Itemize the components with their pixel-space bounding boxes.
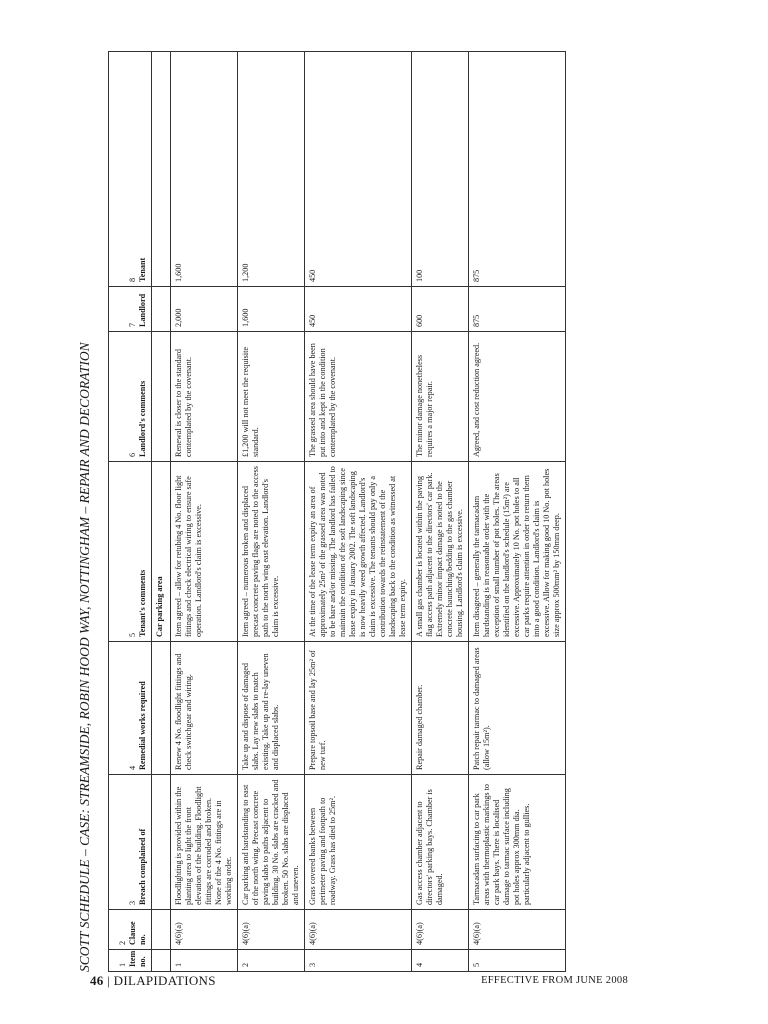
table-header-row [109, 52, 152, 972]
landlord-amount: 2,000 [171, 287, 238, 332]
landlord-comments-text: £1,200 will not meet the requisite standard. [238, 332, 305, 462]
tenant-comments-text: A small gas chamber is located within the paving flag access path adjacent to the directors' car park. Extremely minor impact damage is noted to the concrete haunching/bedding to the gas chamber housing. Landlord's claim is excessive. [412, 462, 469, 642]
breach-text: Car parking and hardstanding to east of the north wing. Precast concrete paving slabs to paths adjacent to building. 30 No. slabs are cracked and broken. 50 No. slabs are displaced and uneven. [238, 775, 305, 910]
tenant-comments-text: Item disagreed – generally the tarmacadam hardstanding is in reasonable order with the exception of small number of pot holes. The areas identified on the landlord's schedule (15m²) are excessive. Approximately 10 No. pot holes to all car parks require attention in order to return them into a good condition. Landlord's claim is excessive. Allow for making good 10 No. pot holes size approx 500mm² by 150mm deep. [469, 462, 566, 642]
table-row [238, 52, 305, 972]
page-number: 46 [90, 973, 104, 988]
column-header-tenant-comments: 5 Tenant's comments [109, 462, 152, 642]
clause-number: 4(6)(a) [469, 910, 566, 950]
landlord-amount: 450 [305, 287, 412, 332]
rotated-schedule-region [70, 52, 630, 972]
remedial-text: Prepare topsoil base and lay 25m² of new turf. [305, 642, 412, 775]
clause-number: 4(6)(a) [238, 910, 305, 950]
tenant-comments-text: At the time of the lease term expiry an area of approximately 25m² of the grassed area was noted to be bare and/or missing. The landlord has failed to maintain the condition of the soft landscaping since lease expiry in January 2002. The soft landscaping is now heavily weed growth affected. Landlord's claim is excessive. The tenants should pay only a contribution towards the reinstatement of the landscaping back to the condition as witnessed at lease term expiry. [305, 462, 412, 642]
item-number: 2 [238, 950, 305, 972]
scott-schedule-table [108, 51, 566, 972]
item-number: 5 [469, 950, 566, 972]
landlord-comments-text: The grassed area should have been put into and kept in the condition contemplated by the covenant. [305, 332, 412, 462]
table-row [305, 52, 412, 972]
column-header-clause: 2 Clause no. [109, 910, 152, 950]
tenant-comments-text: Item agreed – allow for retubing 4 No. floor light fittings and check electrical wiring to ensure safe operation. Landlord's claim is excessive. [171, 462, 238, 642]
tenant-amount: 1,200 [238, 52, 305, 287]
clause-number: 4(6)(a) [305, 910, 412, 950]
column-header-landlord-comments: 6 Landlord's comments [109, 332, 152, 462]
landlord-amount: 600 [412, 287, 469, 332]
column-header-tenant: 8 Tenant [109, 52, 152, 287]
landscape-page [70, 52, 630, 972]
clause-number: 4(6)(a) [412, 910, 469, 950]
schedule-title: SCOTT SCHEDULE – CASE: STREAMSIDE, ROBIN HOOD WAY, NOTTINGHAM – REPAIR AND DECORATION [77, 342, 92, 972]
section-label: Car parking area [152, 462, 171, 642]
page-footer-left [90, 973, 216, 989]
landlord-comments-text: The minor damage nonetheless requires a major repair. [412, 332, 469, 462]
column-header-breach: 3 Breach complained of [109, 775, 152, 910]
landlord-amount: 1,600 [238, 287, 305, 332]
clause-number: 4(6)(a) [171, 910, 238, 950]
landlord-amount: 875 [469, 287, 566, 332]
breach-text: Gas access chamber adjacent to directors' parking bays. Chamber is damaged. [412, 775, 469, 910]
item-number: 1 [171, 950, 238, 972]
tenant-amount: 450 [305, 52, 412, 287]
tenant-amount: 1,600 [171, 52, 238, 287]
table-row [469, 52, 566, 972]
landlord-comments-text: Renewal is closer to the standard contemplated by the covenant. [171, 332, 238, 462]
remedial-text: Patch repair tarmac to damaged areas (allow 15m²). [469, 642, 566, 775]
remedial-text: Repair damaged chamber. [412, 642, 469, 775]
tenant-comments-text: Item agreed – numerous broken and displaced precast concrete paving flags are noted to the access path to the north wing east elevation. Landlord's claim is excessive. [238, 462, 305, 642]
tenant-amount: 100 [412, 52, 469, 287]
section-row [152, 52, 171, 972]
breach-text: Grass covered banks between perimeter paving and footpath to roadway. Grass has died to 25m². [305, 775, 412, 910]
footer-separator: | [107, 973, 111, 988]
table-row [171, 52, 238, 972]
remedial-text: Renew 4 No. floodlight fittings and check switchgear and wiring. [171, 642, 238, 775]
column-header-landlord: 7 Landlord [109, 287, 152, 332]
table-row [412, 52, 469, 972]
remedial-text: Take up and dispose of damaged slabs. Lay new slabs to match existing. Take up and re-lay uneven and displaced slabs. [238, 642, 305, 775]
column-header-item: 1 Item no. [109, 950, 152, 972]
landlord-comments-text: Agreed, and cost reduction agreed. [469, 332, 566, 462]
breach-text: Floodlighting is provided within the planting area to light the front elevation of the building. Floodlight fittings are corroded and broken. None of the 4 No. fittings are in working order. [171, 775, 238, 910]
book-title: DILAPIDATIONS [113, 973, 216, 988]
edition-note: EFFECTIVE FROM JUNE 2008 [481, 975, 628, 986]
item-number: 3 [305, 950, 412, 972]
column-header-remedial: 4 Remedial works required [109, 642, 152, 775]
tenant-amount: 875 [469, 52, 566, 287]
breach-text: Tarmacadam surfacing to car park areas with thermoplastic markings to car park bays. There is localised damage to tarmac surface including pot holes approx 300mm dia. particularly adjacent to gullies. [469, 775, 566, 910]
item-number: 4 [412, 950, 469, 972]
